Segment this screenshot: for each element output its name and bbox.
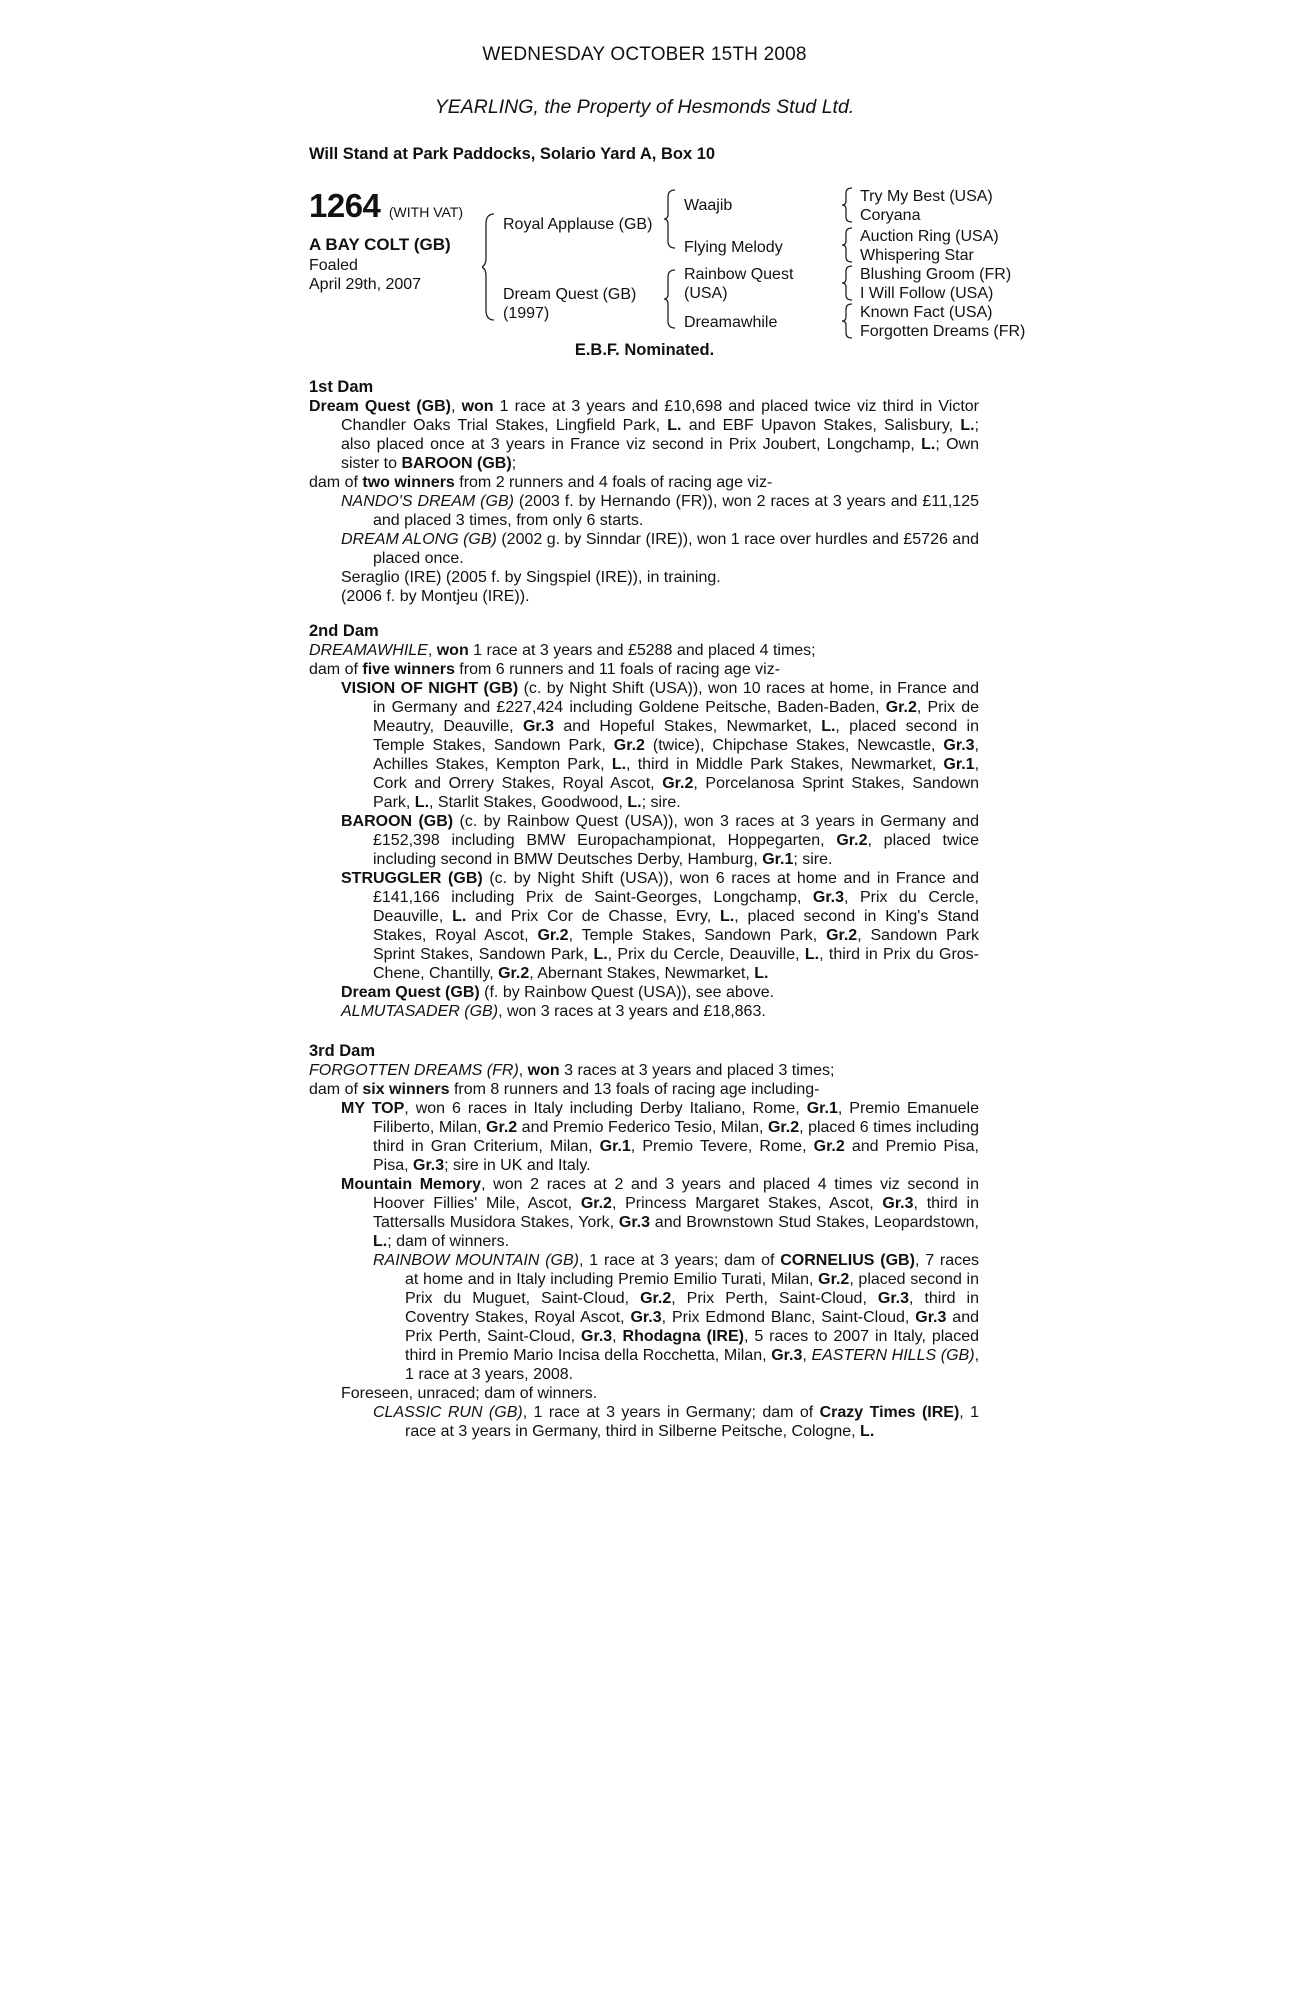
text-run: , 1 race at 3 years, 2008. (405, 1347, 980, 1383)
ebf-nominated (0, 341, 1289, 360)
ped-dam-year: (1997) (503, 305, 550, 322)
ped-dam-sire-name: Rainbow Quest (684, 266, 794, 283)
text-run: 1 race at 3 years and £5288 and placed 4 times; (468, 642, 816, 659)
text-run: , Porcelanosa Sprint Stakes, Sandown Park, (373, 775, 979, 811)
grade-label: Gr.2 (767, 1119, 800, 1136)
produce-dream-along (309, 530, 979, 568)
grade-label: L. (720, 908, 735, 925)
winners-count: two winners (362, 474, 455, 491)
first-dam-title: 1st Dam (309, 378, 374, 396)
text-run: and Prix Cor de Chasse, Evry, (466, 908, 721, 925)
ped-sire-dam: Flying Melody (684, 239, 783, 256)
third-dam-section (309, 1042, 979, 1441)
produce-foreseen: Foreseen, unraced; dam of winners. (341, 1385, 598, 1402)
ped-sds: Auction Ring (USA) (860, 228, 999, 245)
grade-label: Gr.2 (580, 1195, 612, 1212)
text-run: , (518, 1062, 528, 1079)
grade-label: Gr.3 (581, 1328, 613, 1345)
first-dam-record (309, 397, 979, 473)
ped-sire-sire: Waajib (684, 197, 733, 214)
horse-name: NANDO'S DREAM (GB) (341, 493, 514, 510)
text-run: dam of (309, 661, 363, 678)
text-run: and Premio Pisa, Pisa, (373, 1138, 980, 1174)
text-run: , placed 6 times including third in Gran Criterium, Milan, (373, 1119, 979, 1155)
horse-name: EASTERN HILLS (GB) (811, 1347, 975, 1364)
text-run: from 8 runners and 13 foals of racing age including- (449, 1081, 820, 1098)
text-run: from 2 runners and 4 foals of racing age viz- (454, 474, 773, 491)
grade-label: Gr.2 (813, 1138, 845, 1155)
text-run: , third in Prix du Gros-Chene, Chantilly, (373, 946, 980, 982)
text-run: , 1 race at 3 years; dam of (578, 1252, 781, 1269)
grade-label: Gr.3 (812, 889, 845, 906)
grade-label: L. (960, 417, 975, 434)
horse-name: ALMUTASADER (GB) (341, 1003, 499, 1020)
text-run: , Starlit Stakes, Goodwood, (429, 794, 628, 811)
text-run: ; dam of winners. (387, 1233, 510, 1250)
grade-label: Gr.3 (771, 1347, 803, 1364)
horse-name: VISION OF NIGHT (GB) (341, 680, 519, 697)
ped-dds: Known Fact (USA) (860, 304, 993, 321)
grade-label: Gr.1 (806, 1100, 838, 1117)
won-label: won (527, 1062, 560, 1079)
lot-name: A BAY COLT (GB) (309, 235, 451, 254)
grade-label: L. (921, 436, 936, 453)
horse-name: Crazy Times (IRE) (819, 1404, 960, 1421)
text-run: , Prix de Meautry, Deauville, (373, 699, 979, 735)
produce-classic-run (309, 1403, 979, 1441)
grade-label: Gr.2 (498, 965, 530, 982)
ped-ssd: Coryana (860, 207, 921, 224)
horse-name: CORNELIUS (GB) (780, 1252, 915, 1269)
grade-label: L. (414, 794, 430, 811)
second-dam-record (309, 641, 979, 660)
grade-label: L. (373, 1233, 388, 1250)
horse-name: Mountain Memory (341, 1176, 482, 1193)
winners-count: five winners (362, 661, 455, 678)
grade-label: L. (667, 417, 682, 434)
ped-sdd: Whispering Star (860, 247, 974, 264)
produce-almutasader (309, 1002, 979, 1021)
grade-label: Gr.3 (630, 1309, 662, 1326)
text-run: (2003 f. by Hernando (FR)), won 2 races at 3 years and £11,125 and placed 3 times, from only 6 starts. (373, 493, 980, 529)
text-run: ; sire. (641, 794, 681, 811)
grade-label: Gr.3 (877, 1290, 910, 1307)
grade-label: Gr.3 (882, 1195, 914, 1212)
text-run: dam of (309, 1081, 363, 1098)
stand-location: Will Stand at Park Paddocks, Solario Yard A, Box 10 (309, 145, 716, 163)
grade-label: Gr.2 (885, 699, 917, 716)
produce-dream-quest (309, 983, 979, 1002)
text-run: ; (511, 455, 517, 472)
grade-label: L. (821, 718, 836, 735)
brace-dd (841, 302, 855, 340)
grade-label: L. (804, 946, 820, 963)
grade-label: L. (452, 908, 467, 925)
brace-sd (841, 226, 855, 264)
text-run: and Brownstown Stud Stakes, Leopardstown, (650, 1214, 979, 1231)
second-dam-title: 2nd Dam (309, 622, 379, 640)
grade-label: Gr.2 (486, 1119, 518, 1136)
horse-name: Rhodagna (IRE) (622, 1328, 744, 1345)
brace-parents (482, 212, 498, 322)
text-run: (2002 g. by Sinndar (IRE)), won 1 race over hurdles and £5726 and placed once. (373, 531, 980, 567)
text-run: , Premio Tevere, Rome, (630, 1138, 814, 1155)
ped-dam-name: Dream Quest (GB) (503, 286, 637, 303)
grade-label: Gr.2 (662, 775, 694, 792)
text-run: , (612, 1328, 623, 1345)
text-run: ; sire. (793, 851, 833, 868)
won-label: won (436, 642, 469, 659)
text-run: , placed twice including second in BMW Deutsches Derby, Hamburg, (373, 832, 980, 868)
third-dam-produce-summary (309, 1080, 979, 1099)
grade-label: L. (611, 756, 627, 773)
horse-name: BAROON (GB) (341, 813, 454, 830)
brace-sire (664, 188, 678, 250)
ped-dam-sire-country: (USA) (684, 285, 728, 302)
vat-note: (WITH VAT) (388, 204, 464, 220)
text-run: , 5 races to 2007 in Italy, placed third in Premio Mario Incisa della Rocchetta, Milan, (405, 1328, 979, 1364)
text-run: from 6 runners and 11 foals of racing age viz- (454, 661, 781, 678)
won-label: won (461, 398, 494, 415)
text-run: , third in Coventry Stakes, Royal Ascot, (405, 1290, 980, 1326)
grade-label: Gr.2 (613, 737, 645, 754)
text-run: , Achilles Stakes, Kempton Park, (373, 737, 979, 773)
grade-label: Gr.2 (826, 927, 858, 944)
brace-ss (841, 186, 855, 224)
winners-count: six winners (362, 1081, 450, 1098)
horse-name: MY TOP (341, 1100, 405, 1117)
second-dam-produce-summary (309, 660, 979, 679)
produce-my-top (309, 1099, 979, 1175)
grade-label: Gr.3 (413, 1157, 445, 1174)
grade-label: Gr.2 (640, 1290, 672, 1307)
produce-mountain-memory (309, 1175, 979, 1251)
text-run: (c. by Night Shift (USA)), won 6 races at home and in France and £141,166 including Prix de Saint-Georges, Longchamp, (373, 870, 980, 906)
text-run: (twice), Chipchase Stakes, Newcastle, (644, 737, 944, 754)
text-run: and Hopeful Stakes, Newmarket, (554, 718, 822, 735)
text-run: , (802, 1347, 812, 1364)
ebf-text: E.B.F. Nominated. (574, 341, 715, 359)
text-run: 3 races at 3 years and placed 3 times; (559, 1062, 835, 1079)
text-run: dam of (309, 474, 363, 491)
grade-label: L. (860, 1423, 875, 1440)
grade-label: Gr.3 (943, 737, 975, 754)
text-run: , placed second in Temple Stakes, Sandown Park, (373, 718, 979, 754)
text-run: , Cork and Orrery Stakes, Royal Ascot, (373, 756, 980, 792)
brace-ds (841, 264, 855, 302)
ped-dsd: I Will Follow (USA) (860, 285, 994, 302)
text-run: and Premio Federico Tesio, Milan, (517, 1119, 768, 1136)
grade-label: Gr.1 (762, 851, 794, 868)
lot-number: 1264 (309, 187, 381, 224)
text-run: and EBF Upavon Stakes, Salisbury, (681, 417, 961, 434)
grade-label: Gr.2 (818, 1271, 850, 1288)
text-run: 1 race at 3 years and £10,698 and placed twice viz third in Victor Chandler Oaks Trial Stakes, Lingfield Park, (341, 398, 979, 434)
ped-sire: Royal Applause (GB) (503, 216, 653, 233)
horse-name: CLASSIC RUN (GB) (373, 1404, 523, 1421)
text-run: , placed second in King's Stand Stakes, Royal Ascot, (373, 908, 980, 944)
grade-label: L. (593, 946, 608, 963)
horse-name: Dream Quest (GB) (341, 984, 480, 1001)
first-dam-section (309, 378, 979, 606)
produce-nandos-dream (309, 492, 979, 530)
produce-struggler (309, 869, 979, 983)
text-run: , Prix Edmond Blanc, Saint-Cloud, (661, 1309, 916, 1326)
produce-baroon (309, 812, 979, 869)
lot-number-line (309, 187, 463, 225)
produce-seraglio: Seraglio (IRE) (2005 f. by Singspiel (IRE)), in training. (341, 569, 721, 586)
text-run: , Princess Margaret Stakes, Ascot, (611, 1195, 883, 1212)
text-run: , Prix Perth, Saint-Cloud, (671, 1290, 878, 1307)
text-run: and Prix Perth, Saint-Cloud, (405, 1309, 979, 1345)
third-dam-title: 3rd Dam (309, 1042, 376, 1060)
sibling-name: BAROON (GB) (401, 455, 512, 472)
third-dam-record (309, 1061, 979, 1080)
text-run: , won 2 races at 2 and 3 years and placed 4 times viz second in Hoover Fillies' Mile, Ascot, (373, 1176, 980, 1212)
sale-date: WEDNESDAY OCTOBER 15TH 2008 (482, 44, 807, 65)
text-run: (c. by Rainbow Quest (USA)), won 3 races at 3 years in Germany and £152,398 including BMW Europachampionat, Hoppegarten, (373, 813, 979, 849)
text-run: , third in Middle Park Stakes, Newmarket, (626, 756, 944, 773)
text-run: , Prix du Cercle, Deauville, (373, 889, 979, 925)
text-run: , won 6 races in Italy including Derby Italiano, Rome, (404, 1100, 807, 1117)
horse-name: STRUGGLER (GB) (341, 870, 483, 887)
text-run: , 1 race at 3 years in Germany, third in Silberne Peitsche, Cologne, (405, 1404, 980, 1440)
ped-sss: Try My Best (USA) (860, 188, 993, 205)
dam-name: FORGOTTEN DREAMS (FR) (309, 1062, 519, 1079)
text-run: , Temple Stakes, Sandown Park, (568, 927, 827, 944)
grade-label: Gr.2 (836, 832, 868, 849)
ped-dss: Blushing Groom (FR) (860, 266, 1012, 283)
grade-label: Gr.3 (618, 1214, 651, 1231)
grade-label: Gr.1 (943, 756, 975, 773)
ped-dam-dam: Dreamawhile (684, 314, 778, 331)
text-run: , Prix du Cercle, Deauville, (607, 946, 805, 963)
text-run: (f. by Rainbow Quest (USA)), see above. (479, 984, 775, 1001)
grade-label: Gr.2 (537, 927, 569, 944)
grade-label: Gr.3 (915, 1309, 947, 1326)
text-run: , Abernant Stakes, Newmarket, (529, 965, 755, 982)
grade-label: Gr.1 (599, 1138, 631, 1155)
grade-label: Gr.3 (522, 718, 555, 735)
text-run: , (427, 642, 437, 659)
foaled-info (309, 256, 421, 294)
text-run: , (451, 398, 462, 415)
dam-name: DREAMAWHILE (309, 642, 428, 659)
horse-name: DREAM ALONG (GB) (341, 531, 497, 548)
text-run: ; sire in UK and Italy. (444, 1157, 591, 1174)
foaled-date: April 29th, 2007 (309, 276, 422, 293)
text-run: , won 3 races at 3 years and £18,863. (498, 1003, 766, 1020)
text-run: , Sandown Park Sprint Stakes, Sandown Park, (373, 927, 979, 963)
ped-dam (503, 285, 636, 323)
text-run: ; also placed once at 3 years in France viz second in Prix Joubert, Longchamp, (341, 417, 979, 453)
horse-name: RAINBOW MOUNTAIN (GB) (373, 1252, 579, 1269)
produce-vision-of-night (309, 679, 979, 812)
yearling-heading: YEARLING, the Property of Hesmonds Stud Ltd. (434, 96, 855, 118)
text-run: ; Own sister to (341, 436, 979, 472)
grade-label: L. (627, 794, 642, 811)
text-run: , Premio Emanuele Filiberto, Milan, (373, 1100, 979, 1136)
text-run: , placed second in Prix du Muguet, Saint-Cloud, (405, 1271, 979, 1307)
brace-dam (664, 268, 678, 330)
grade-label: L. (754, 965, 769, 982)
second-dam-section (309, 622, 979, 1021)
text-run: , third in Tattersalls Musidora Stakes, York, (373, 1195, 980, 1231)
text-run: , 7 races at home and in Italy including Premio Emilio Turati, Milan, (405, 1252, 980, 1288)
text-run: (c. by Night Shift (USA)), won 10 races at home, in France and in Germany and £227,424 including Goldene Peitsche, Baden-Baden, (373, 680, 980, 716)
produce-montjeu-filly: (2006 f. by Montjeu (IRE)). (341, 588, 530, 605)
produce-rainbow-mountain (309, 1251, 979, 1384)
ped-ddd: Forgotten Dreams (FR) (860, 323, 1026, 340)
foaled-label: Foaled (309, 257, 358, 274)
first-dam-produce-summary (309, 473, 979, 492)
ped-dam-sire (684, 265, 793, 303)
dam-name: Dream Quest (GB) (309, 398, 452, 415)
text-run: , 1 race at 3 years in Germany; dam of (522, 1404, 820, 1421)
